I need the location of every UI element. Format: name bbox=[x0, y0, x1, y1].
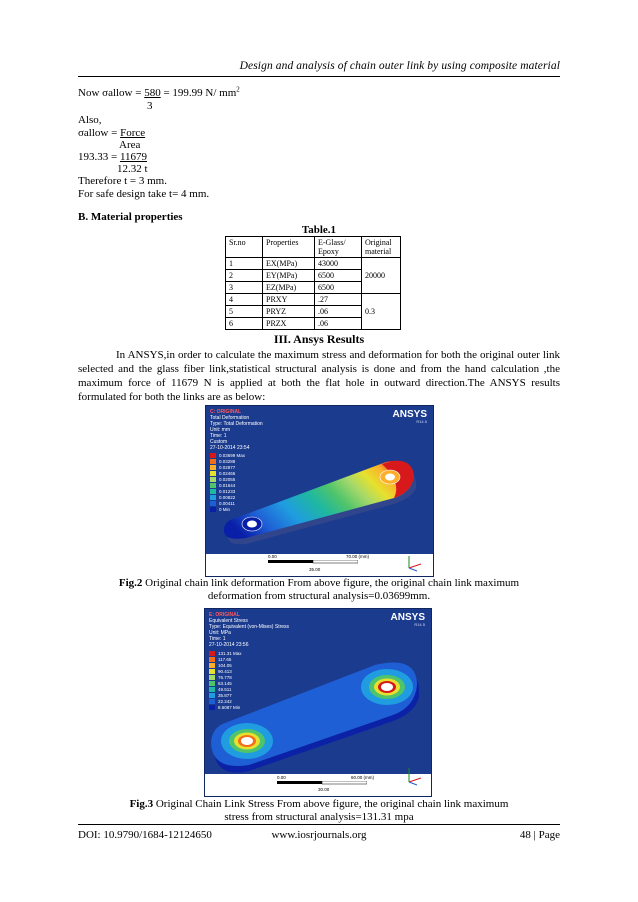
fig2-link-model bbox=[206, 406, 433, 576]
footer-website: www.iosrjournals.org bbox=[271, 829, 367, 841]
fig2-ansys-logo: ANSYS bbox=[392, 409, 427, 420]
calc-line-1-prefix: Now σallow = bbox=[78, 87, 145, 99]
fig2-caption-label: Fig.2 bbox=[118, 577, 143, 589]
table-cell: 1 bbox=[226, 258, 263, 270]
fig3-scale-mid: 30.00 bbox=[318, 787, 330, 792]
running-header: Design and analysis of chain outer link by using composite material bbox=[239, 60, 560, 72]
fig3-version: R14.5 bbox=[414, 622, 425, 627]
figure-3-stress bbox=[204, 608, 432, 797]
material-properties-table bbox=[225, 236, 401, 330]
legend-label: 35.877 bbox=[218, 692, 232, 698]
footer-rule bbox=[78, 824, 560, 825]
fig2-scale-right: 70.00 (mm) bbox=[346, 554, 370, 559]
table-cell: EZ(MPa) bbox=[263, 282, 315, 294]
table-cell: PRZX bbox=[263, 318, 315, 330]
fig2-header-title: C: ORIGINAL bbox=[210, 409, 242, 415]
section-b-heading: B. Material properties bbox=[78, 211, 183, 223]
fig2-hole-left-bore bbox=[247, 521, 257, 528]
calc-line-2-prefix: σallow = bbox=[78, 127, 121, 139]
table-cell: 5 bbox=[226, 306, 263, 318]
fig3-caption-line-1: Original Chain Link Stress From above figure, the original chain link maximum bbox=[153, 798, 509, 810]
fig2-scale-mid: 35.00 bbox=[309, 567, 321, 572]
fig3-axis-triad bbox=[403, 764, 425, 786]
fig3-header-title: E: ORIGINAL bbox=[209, 612, 240, 618]
calc-therefore: Therefore t = 3 mm. bbox=[78, 175, 167, 187]
fig2-scale-bar bbox=[268, 560, 358, 566]
fig3-header-lines: Equivalent Stress Type: Equivalent (von-Mises) Stress Unit: MPa Time: 1 27-10-2014 23:56 bbox=[209, 618, 290, 648]
fig2-hole-right-bore bbox=[385, 474, 395, 481]
calc-also: Also, bbox=[78, 114, 102, 126]
calc-line-3-numerator: 11679 bbox=[119, 151, 148, 163]
legend-label: 131.31 Max bbox=[218, 650, 242, 656]
legend-label: 0.02055 bbox=[219, 476, 236, 482]
table-cell: .06 bbox=[315, 318, 362, 330]
figure-3-caption bbox=[0, 798, 638, 811]
table-cell-merged: 0.3 bbox=[362, 294, 401, 330]
calc-safe-design: For safe design take t= 4 mm. bbox=[78, 188, 210, 200]
table-cell: 3 bbox=[226, 282, 263, 294]
fig2-axis-triad bbox=[403, 552, 425, 572]
table-cell: 2 bbox=[226, 270, 263, 282]
legend-label: 49.511 bbox=[218, 686, 232, 692]
legend-label: 0.01644 bbox=[219, 482, 236, 488]
table-row bbox=[226, 258, 401, 270]
legend-label: 76.778 bbox=[218, 674, 232, 680]
table-cell: EX(MPa) bbox=[263, 258, 315, 270]
calc-line-3-denominator: 12.32 t bbox=[117, 163, 148, 175]
table-cell: 6500 bbox=[315, 282, 362, 294]
fig3-hole-right bbox=[381, 683, 393, 691]
table-cell: 43000 bbox=[315, 258, 362, 270]
header-rule bbox=[78, 76, 560, 77]
fig3-scale-right: 60.00 (mm) bbox=[351, 775, 375, 780]
table-caption: Table.1 bbox=[301, 224, 337, 236]
calc-line-2-denominator: Area bbox=[119, 139, 141, 151]
table-row bbox=[226, 294, 401, 306]
fig2-caption-line-1: Original chain link deformation From above figure, the original chain link maximum bbox=[142, 577, 520, 589]
legend-label: 0.03288 bbox=[219, 458, 236, 464]
calc-line-1-superscript: 2 bbox=[236, 85, 240, 94]
figure-2-deformation bbox=[205, 405, 434, 577]
table-cell: 6500 bbox=[315, 270, 362, 282]
legend-label: 0.00411 bbox=[219, 500, 235, 506]
fig3-caption-label: Fig.3 bbox=[129, 798, 154, 810]
calc-line-2-numerator: Force bbox=[120, 127, 146, 139]
calc-line-1-suffix: = 199.99 N/ mm bbox=[160, 87, 237, 99]
table-cell: 6 bbox=[226, 318, 263, 330]
legend-label: 117.65 bbox=[218, 656, 232, 662]
calc-line-1 bbox=[78, 87, 240, 100]
calc-line-3-prefix: 193.33 = bbox=[78, 151, 120, 163]
legend-label: 90.413 bbox=[218, 668, 232, 674]
figure-2-caption bbox=[0, 577, 638, 590]
fig3-scale-left: 0.00 bbox=[277, 775, 286, 780]
fig3-ansys-logo: ANSYS bbox=[390, 612, 425, 623]
table-cell: PRYZ bbox=[263, 306, 315, 318]
fig3-link-model bbox=[205, 609, 431, 796]
legend-label: 0.01233 bbox=[219, 488, 236, 494]
legend-label: 0 Min bbox=[219, 506, 231, 512]
body-paragraph: In ANSYS,in order to calculate the maximum stress and deformation for both the original outer link selected and the glass fiber link,statistical structural analysis is done and from the hand calculation ,the maximum force of 11679 N is applied at both the flat hole in outward direction.The ANSYS results formulated for both the links are as below: bbox=[78, 349, 560, 403]
fig2-version: R14.5 bbox=[416, 419, 427, 424]
legend-label: 0.02466 bbox=[219, 470, 236, 476]
legend-label: 0.03699 Max bbox=[219, 452, 246, 458]
legend-label: 0.02877 bbox=[219, 464, 236, 470]
legend-label: 63.145 bbox=[218, 680, 232, 686]
table-cell-merged: 20000 bbox=[362, 258, 401, 294]
fig2-header-lines: Total Deformation Type: Total Deformation Unit: mm Time: 1 Custom 27-10-2014 23:54 bbox=[210, 415, 263, 451]
table-header-cell: Sr.no bbox=[226, 237, 263, 258]
legend-label: 0.00822 bbox=[219, 494, 236, 500]
legend-label: 8.6087 Min bbox=[218, 704, 241, 710]
table-cell: EY(MPa) bbox=[263, 270, 315, 282]
fig2-scale-left: 0.00 bbox=[268, 554, 277, 559]
legend-label: 104.05 bbox=[218, 662, 232, 668]
footer-doi: DOI: 10.9790/1684-12124650 bbox=[78, 829, 212, 841]
table-cell: .27 bbox=[315, 294, 362, 306]
fig3-hole-left bbox=[241, 737, 253, 745]
table-header-row bbox=[226, 237, 401, 258]
table-cell: 4 bbox=[226, 294, 263, 306]
calc-line-1-denominator: 3 bbox=[147, 100, 153, 112]
figure-2-caption-line-2: deformation from structural analysis=0.03699mm. bbox=[207, 590, 431, 602]
footer-page-number: 48 | Page bbox=[519, 829, 560, 841]
table-header-cell: Properties bbox=[263, 237, 315, 258]
figure-3-caption-line-2: stress from structural analysis=131.31 mpa bbox=[224, 811, 414, 823]
section-iii-heading: III. Ansys Results bbox=[273, 332, 365, 346]
table-header-cell: E-Glass/ Epoxy bbox=[315, 237, 362, 258]
table-cell: .06 bbox=[315, 306, 362, 318]
calc-line-1-numerator: 580 bbox=[144, 87, 161, 99]
legend-label: 22.242 bbox=[218, 698, 232, 704]
table-header-cell: Original material bbox=[362, 237, 401, 258]
table-cell: PRXY bbox=[263, 294, 315, 306]
